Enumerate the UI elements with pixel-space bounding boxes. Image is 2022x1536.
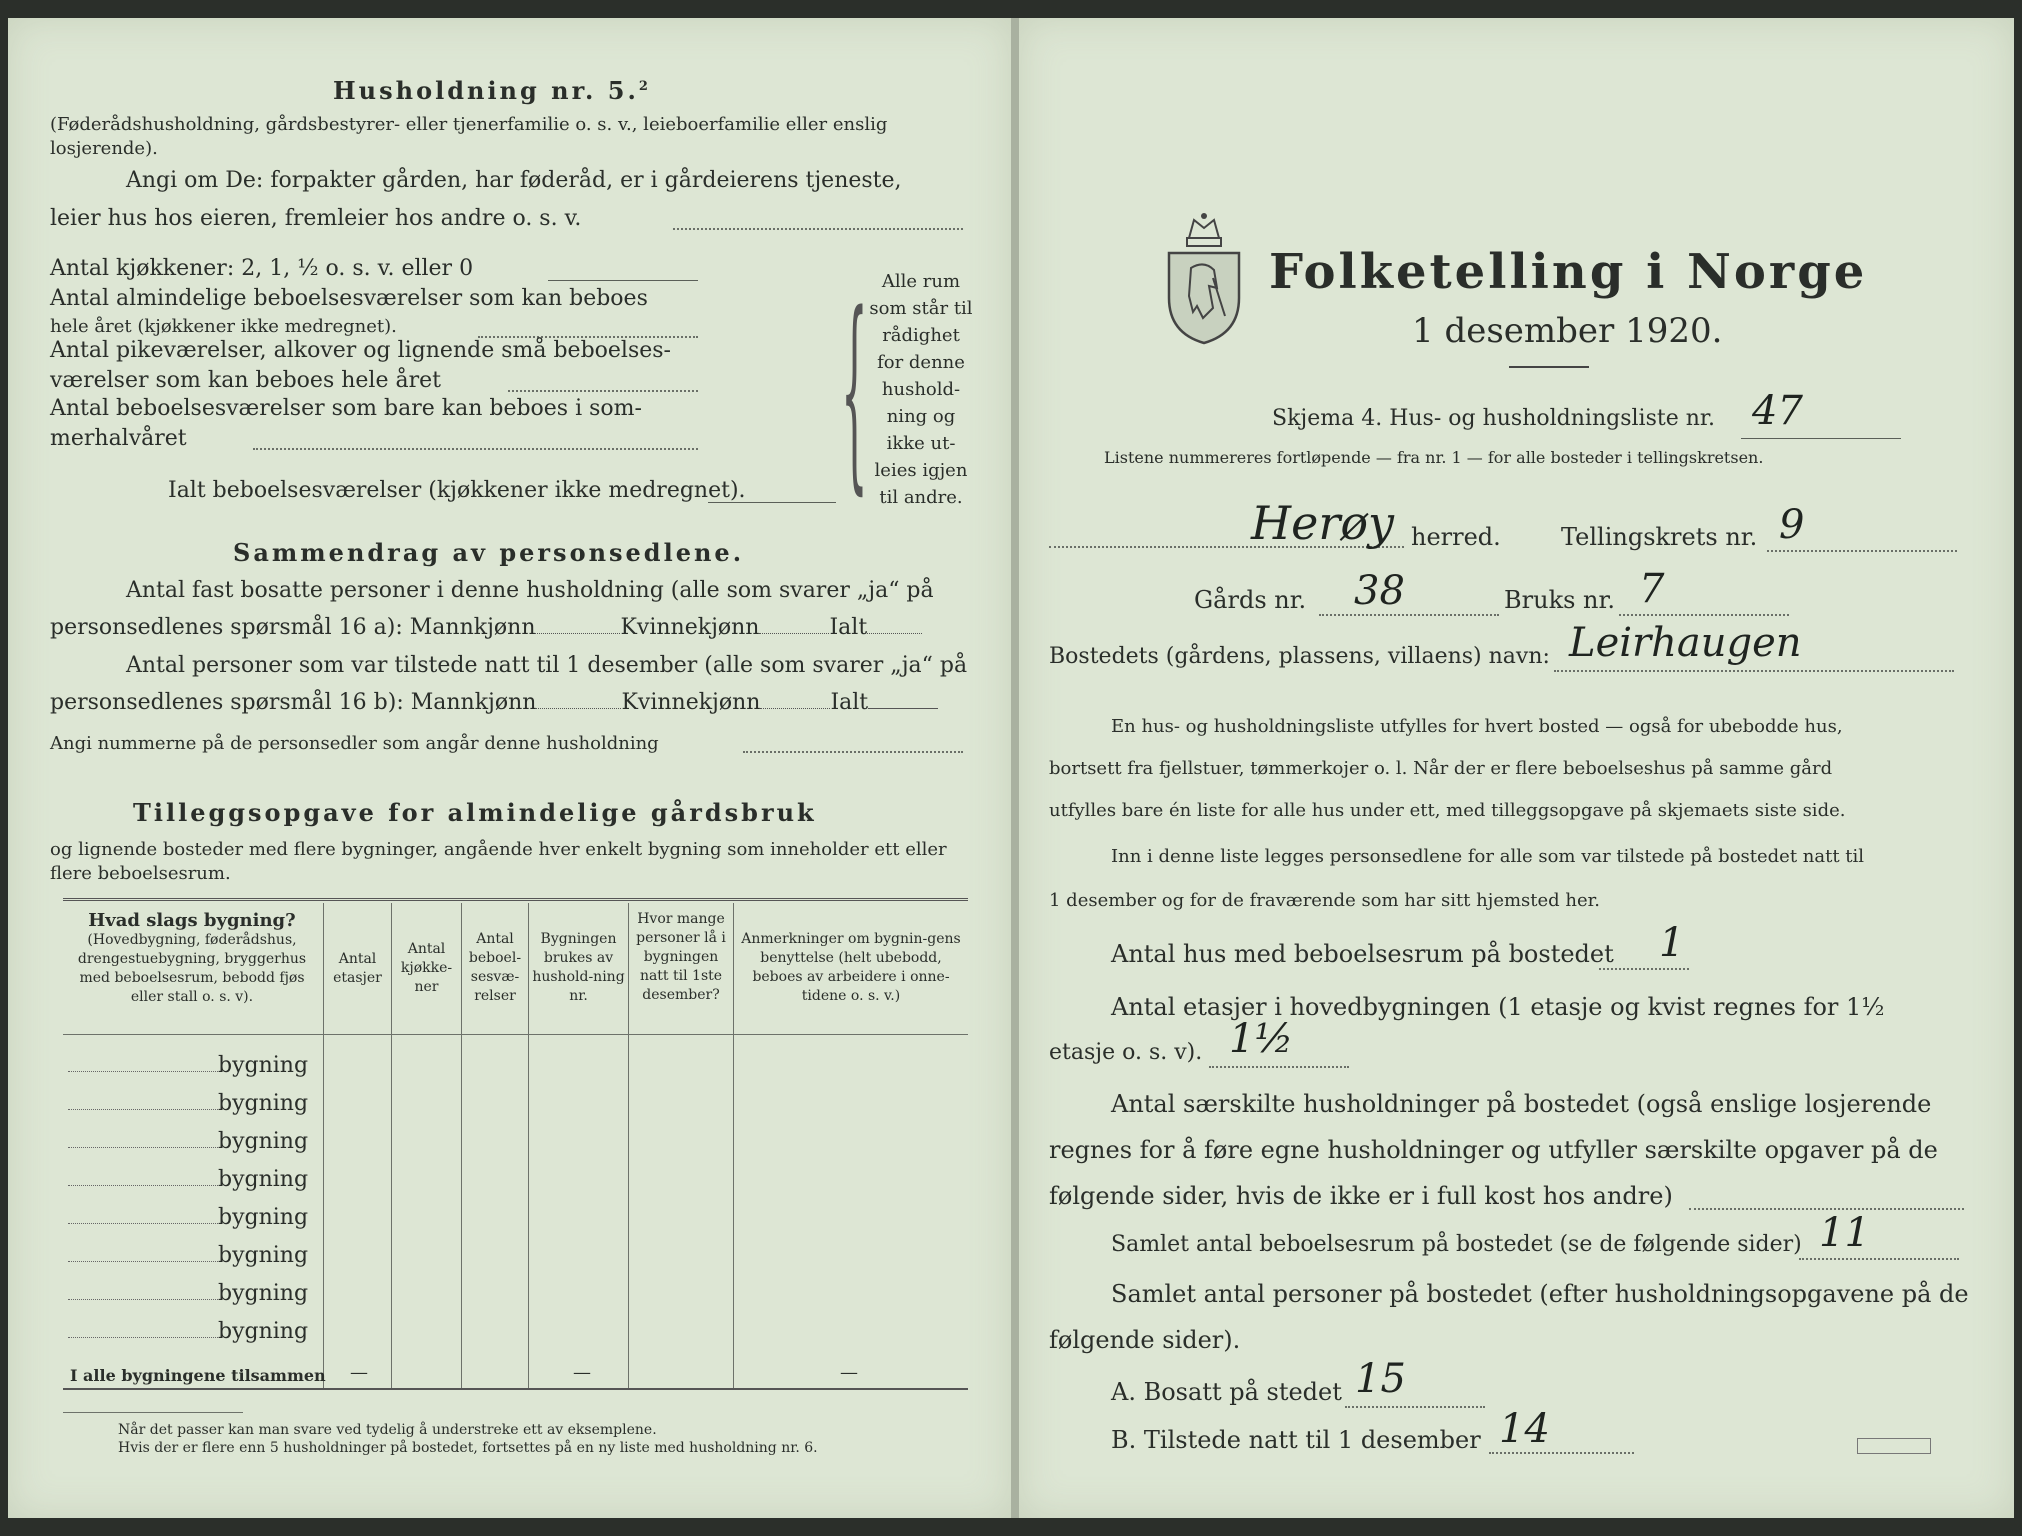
extra-description: og lignende bosteder med flere bygninger, angående hver enkelt bygning som inneholder ett eller flere beboelsesrum. [50,839,947,884]
gards-value[interactable]: 38 [1354,568,1405,614]
alm-rooms-label-2: hele året (kjøkkener ikke medregnet). [50,316,397,337]
instructions-2-line-2: 1 desember og for de fraværende som har sitt hjemsted her. [1049,890,1600,911]
summer-rooms-answer-line[interactable] [253,448,698,450]
col-remarks-header: Anmerkninger om bygnin-gens benyttelse (helt ubebodd, beboes av arbeidere i onne-tidene o. s. v.) [741,931,961,1004]
col-household-header: Bygningen brukes av hushold-ning nr. [532,931,625,1004]
total-persons-label-1: Samlet antal personer på bostedet (efter husholdningsopgavene på de [1111,1280,1969,1308]
pike-rooms-answer-line[interactable] [508,390,698,392]
floors-answer-line[interactable] [1209,1066,1349,1068]
herred-value[interactable]: Herøy [1251,496,1395,550]
krets-answer-line[interactable] [1767,550,1957,552]
households-label-1: Antal særskilte husholdninger på bostedet (også enslige losjerende [1111,1090,1932,1118]
pike-rooms-label-2: værelser som kan beboes hele året [50,368,441,393]
col-building-type-header: Hvad slags bygning? (Hovedbygning, føderådshus, drengestuebygning, bryggerhus med beboelsesrum, bebodd fjøs eller stall o. s. v). [77,910,307,1005]
household-title: Husholdning nr. 5.$^2$ [333,76,651,105]
col-kitchens-header: Antal kjøkke-ner [400,941,453,995]
total-rooms-answer-line[interactable] [708,502,836,503]
households-label-2: regnes for å føre egne husholdninger og utfyller særskilte opgaver på de [1049,1136,1938,1164]
household-subtitle: (Føderådshusholdning, gårdsbestyrer- eller tjenerfamilie o. s. v., leieboerfamilie eller enslig losjerende). [50,114,888,159]
table-row[interactable]: bygning [68,1053,318,1078]
angi-line-1: Angi om De: forpakter gården, har føderåd, er i gårdeierens tjeneste, [126,168,902,193]
table-row[interactable]: bygning [68,1091,318,1116]
footnote-1: Når det passer kan man svare ved tydelig å understreke ett av eksemplene. [118,1422,657,1438]
krets-label: Tellingskrets nr. [1561,523,1758,551]
right-page [1019,18,2014,1518]
summary-heading: Sammendrag av personsedlene. [233,538,745,567]
kitchens-label: Antal kjøkkener: 2, 1, ½ o. s. v. eller 0 [50,256,474,281]
total-floors-dash: — [350,1362,368,1383]
table-row[interactable]: bygning [68,1129,318,1154]
extra-heading: Tilleggsopgave for almindelige gårdsbruk [133,798,817,827]
resident-answer-line[interactable] [1345,1406,1485,1408]
total-rooms-label: Samlet antal beboelsesrum på bostedet (se de følgende sider) [1111,1232,1802,1257]
numbers-answer-line[interactable] [743,751,963,753]
instructions-1-line-1: En hus- og husholdningsliste utfylles for hvert bosted — også for ubebodde hus, [1111,716,1843,737]
alm-rooms-label-1: Antal almindelige beboelsesværelser som kan beboes [50,286,648,311]
numbers-line-label: Angi nummerne på de personsedler som angår denne husholdning [50,733,659,754]
houses-answer-line[interactable] [1599,968,1689,970]
gards-label: Gårds nr. [1194,586,1307,614]
angi-answer-line[interactable] [673,228,963,230]
bosted-answer-line[interactable] [1554,670,1954,672]
total-rooms-answer-line[interactable] [1799,1258,1959,1260]
gards-answer-line[interactable] [1319,614,1499,616]
norwegian-coat-of-arms-icon [1159,208,1249,348]
table-total-label: I alle bygningene tilsammen [70,1366,326,1385]
instructions-2-line-1: Inn i denne liste legges personsedlene for alle som var tilstede på bostedet natt til [1111,846,1865,867]
summary-b-line-1: Antal personer som var tilstede natt til 1 desember (alle som svarer „ja“ på [126,653,968,678]
total-rooms-label: Ialt beboelsesværelser (kjøkkener ikke medregnet). [168,478,746,503]
total-rooms-value[interactable]: 11 [1819,1210,1870,1256]
footnote-2: Hvis der er flere enn 5 husholdninger på bostedet, fortsettes på en ny liste med husholdning nr. 6. [118,1440,818,1456]
present-answer-line[interactable] [1489,1452,1634,1454]
total-household-dash: — [573,1362,591,1383]
table-row[interactable]: bygning [68,1243,318,1268]
angi-line-2: leier hus hos eieren, fremleier hos andre o. s. v. [50,206,582,231]
floors-value[interactable]: 1½ [1229,1016,1294,1062]
rooms-side-note: Alle rum som står til rådighet for denne hushold- ning og ikke ut- leies igjen til andre. [869,271,973,508]
total-remarks-dash: — [840,1362,858,1383]
col-persons-header: Hvor mange personer lå i bygningen natt til 1ste desember? [636,911,726,1003]
table-row[interactable]: bygning [68,1281,318,1306]
bosted-label: Bostedets (gårdens, plassens, villaens) navn: [1049,644,1550,669]
table-row[interactable]: bygning [68,1319,318,1344]
skjema-answer-line[interactable] [1741,438,1901,439]
total-persons-label-2: følgende sider). [1049,1326,1241,1354]
table-row[interactable]: bygning [68,1205,318,1230]
summer-rooms-label-1: Antal beboelsesværelser som bare kan beboes i som- [50,396,642,421]
left-page [8,18,1011,1518]
kitchens-answer-line[interactable] [548,280,698,281]
herred-label: herred. [1411,523,1501,551]
houses-value[interactable]: 1 [1659,920,1685,966]
present-value[interactable]: 14 [1499,1406,1550,1452]
krets-value[interactable]: 9 [1779,502,1805,548]
bruks-label: Bruks nr. [1504,586,1615,614]
summer-rooms-label-2: merhalvåret [50,426,187,451]
bruks-answer-line[interactable] [1619,614,1789,616]
skjema-label: Skjema 4. Hus- og husholdningsliste nr. [1272,406,1715,431]
households-label-3: følgende sider, hvis de ikke er i full kost hos andre) [1049,1182,1673,1210]
floors-label-1: Antal etasjer i hovedbygningen (1 etasje og kvist regnes for 1½ [1111,993,1885,1021]
brace-icon: { [841,268,868,513]
instructions-1-line-3: utfylles bare én liste for alle hus under ett, med tilleggsopgave på skjemaets siste side. [1049,800,1846,821]
present-label: B. Tilstede natt til 1 desember [1111,1426,1481,1454]
pike-rooms-label-1: Antal pikeværelser, alkover og lignende små beboelses- [50,338,671,363]
bruks-value[interactable]: 7 [1639,566,1665,612]
numbering-note: Listene nummereres fortløpende — fra nr. 1 — for alle bosteder i tellingskretsen. [1104,448,1764,467]
col-rooms-header: Antal beboel-sesvæ-relser [468,931,522,1004]
resident-label: A. Bosatt på stedet [1111,1378,1342,1406]
printer-stamp [1857,1438,1931,1454]
bosted-value[interactable]: Leirhaugen [1569,620,1802,666]
summary-a-line-2: personsedlenes spørsmål 16 a): Mannkjønn Kvinnekjønn Ialt [50,615,922,640]
summary-b-line-2: personsedlenes spørsmål 16 b): Mannkjønn Kvinnekjønn Ialt [50,690,938,715]
instructions-1-line-2: bortsett fra fjellstuer, tømmerkojer o. l. Når der er flere beboelseshus på samme gård [1049,758,1833,779]
list-number-value[interactable]: 47 [1752,388,1803,434]
houses-label: Antal hus med beboelsesrum på bostedet [1111,940,1614,968]
census-date: 1 desember 1920. [1412,311,1723,351]
main-title: Folketelling i Norge [1269,244,1868,300]
summary-a-line-1: Antal fast bosatte personer i denne husholdning (alle som svarer „ja“ på [126,578,934,603]
col-floors-header: Antal etasjer [333,951,382,986]
resident-value[interactable]: 15 [1355,1356,1406,1402]
table-row[interactable]: bygning [68,1167,318,1192]
floors-label-2: etasje o. s. v). [1049,1040,1203,1065]
